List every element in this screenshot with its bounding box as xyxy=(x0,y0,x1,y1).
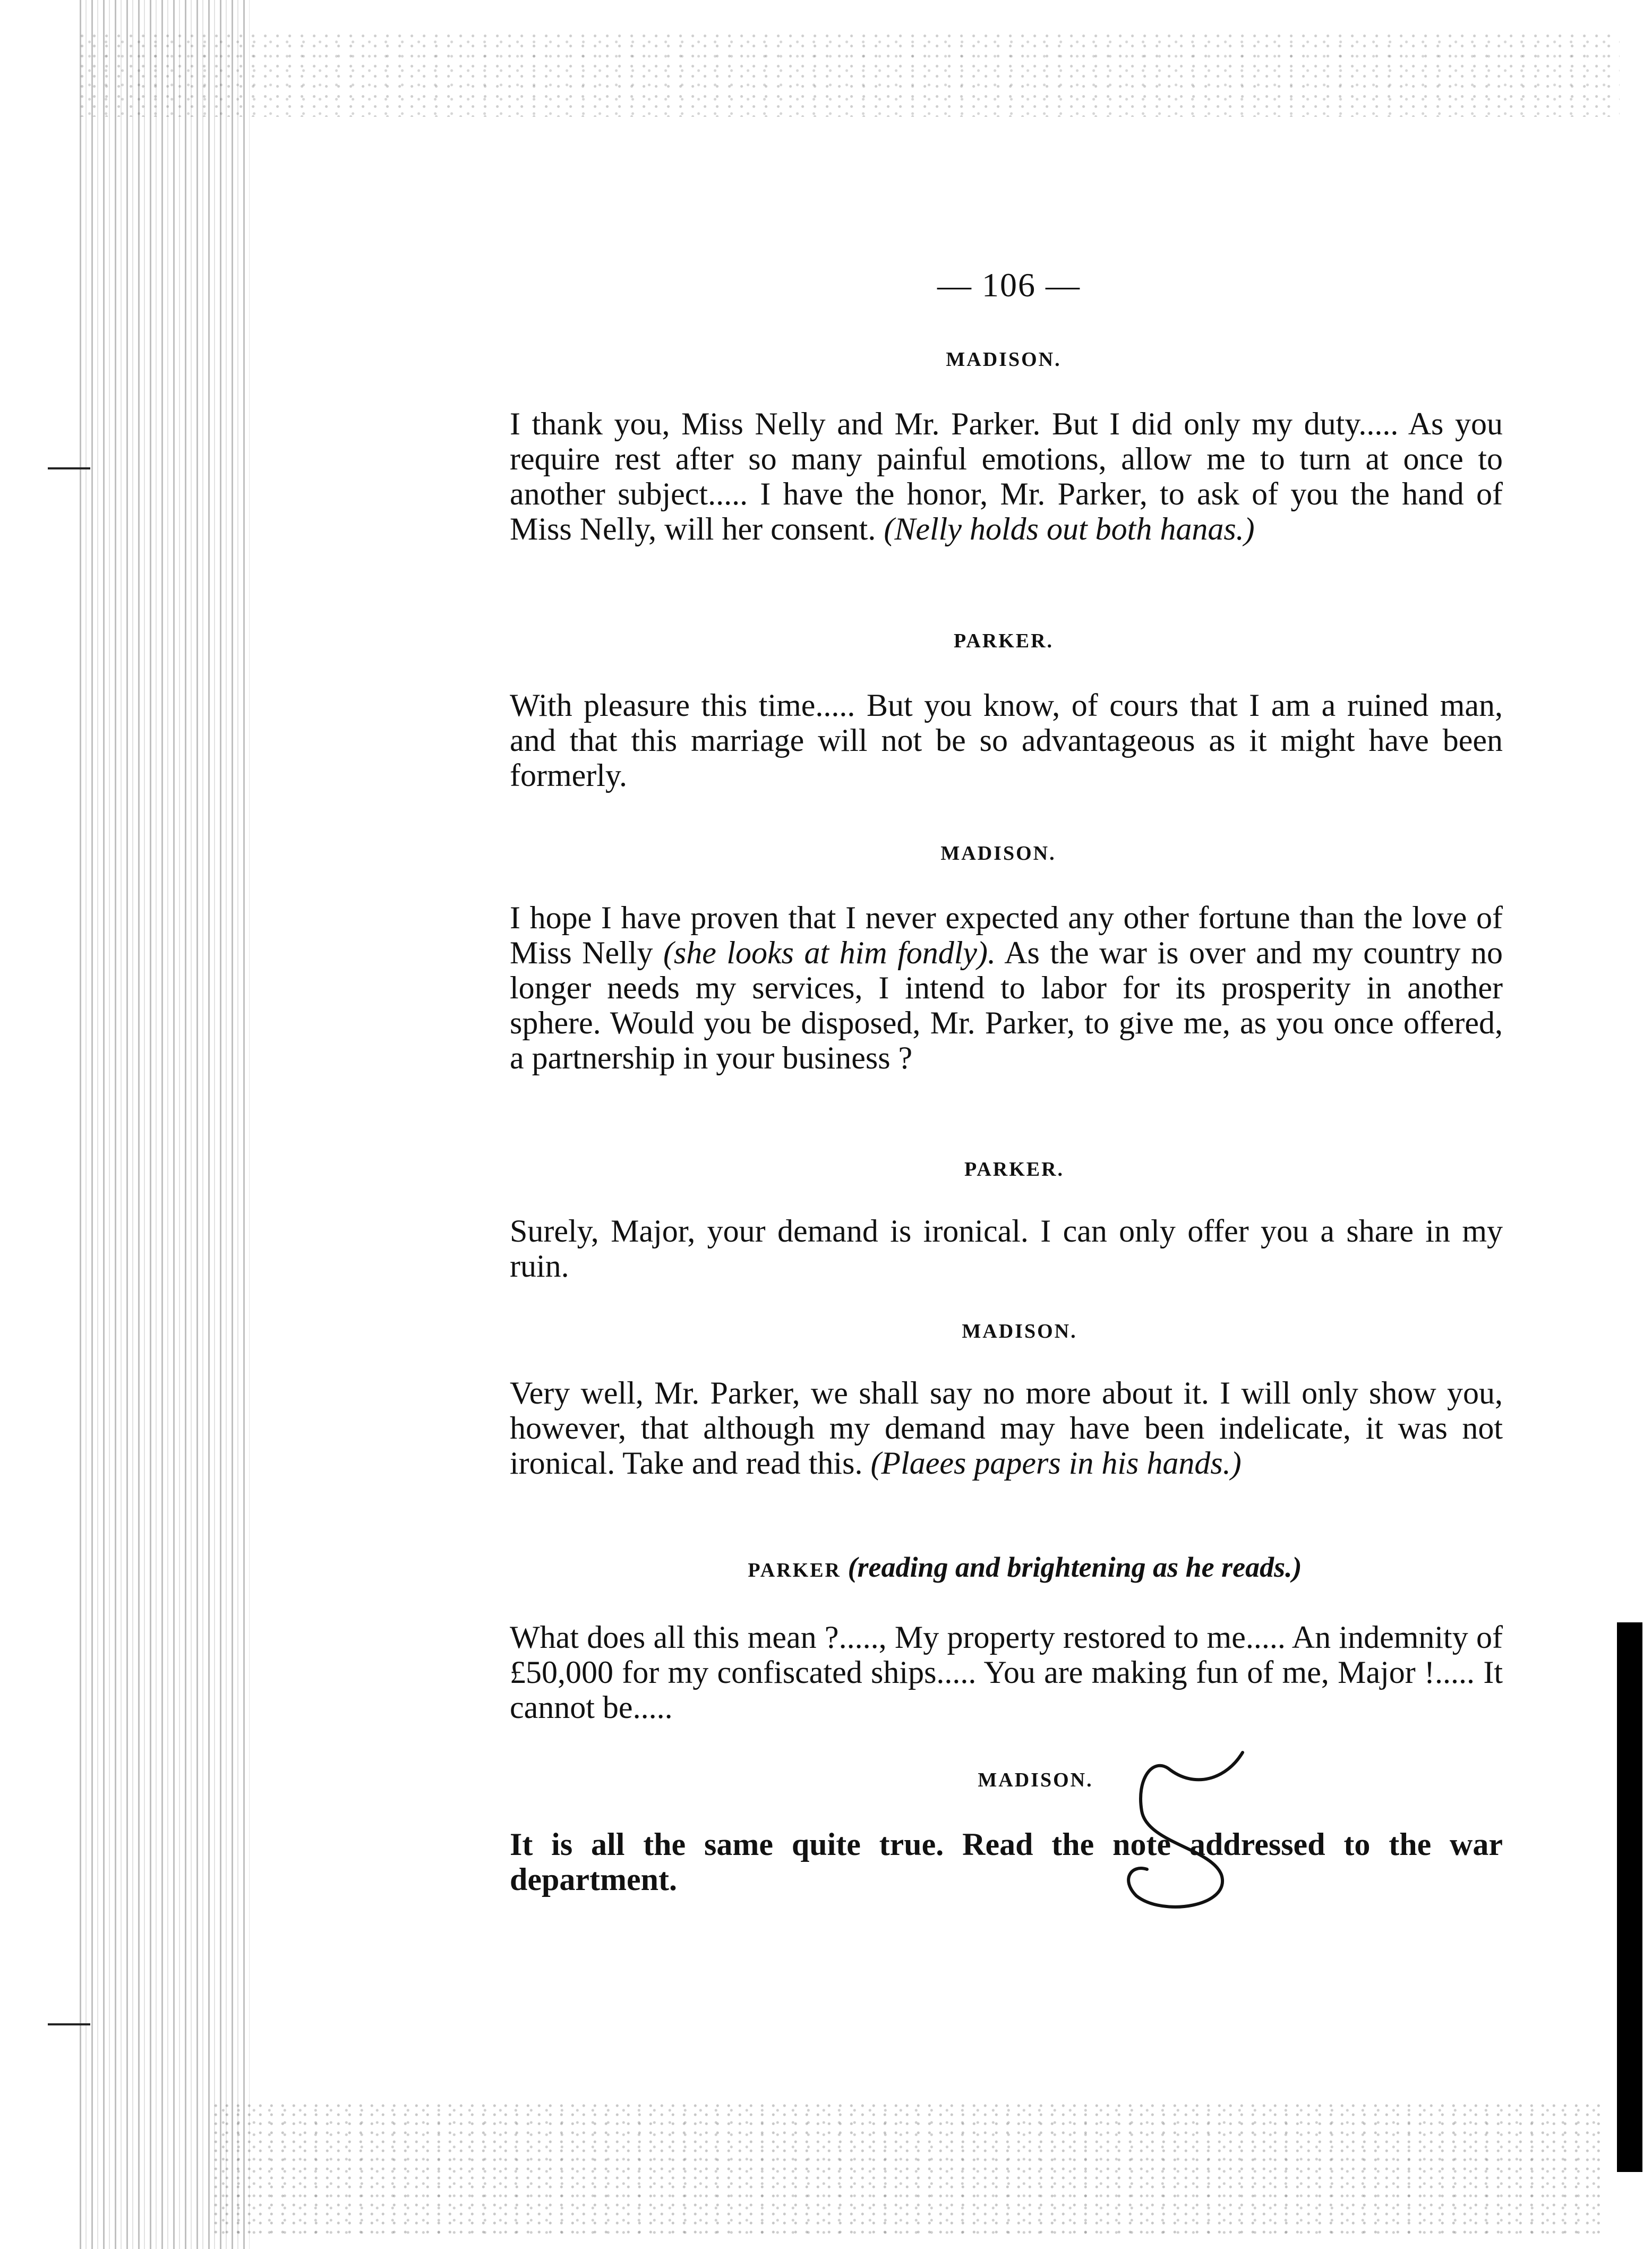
speaker-label xyxy=(574,1551,1476,1584)
speaker-label: PARKER. xyxy=(964,1158,1065,1181)
dialogue-text: What does all this mean ?....., My property restored to me..... An indemnity of £50,000 for my confiscated ships..... You are making fun of me, Major !..... It cannot be..... xyxy=(510,1620,1503,1725)
dialogue-text: As the war is over and my country no longer needs my services, I intend to labor for its prosperity in another sphere. Would you be disposed, Mr. Parker, to give me, as you once offered, a partnership in your business ? xyxy=(510,935,1503,1075)
speaker-label: MADISON. xyxy=(946,348,1062,371)
dialogue-paragraph xyxy=(510,1375,1503,1481)
dialogue-text: Surely, Major, your demand is ironical. I can only offer you a share in my ruin. xyxy=(510,1213,1503,1284)
dialogue-paragraph xyxy=(510,1213,1503,1284)
dialogue-text: It is all the same quite true. Read the note addressed to the war department. xyxy=(510,1827,1503,1897)
speaker-label: MADISON. xyxy=(940,842,1056,865)
dialogue-text: With pleasure this time..... But you know, of cours that I am a ruined man, and that this marriage will not be so advantageous as it might have been formerly. xyxy=(510,688,1503,793)
dialogue-paragraph xyxy=(510,1620,1503,1725)
margin-mark xyxy=(48,467,90,469)
scan-noise-bottom xyxy=(212,2103,1604,2236)
speaker-direction: (reading and brightening as he reads.) xyxy=(848,1551,1302,1583)
speaker-label: MADISON. xyxy=(962,1320,1077,1342)
scan-edge-left xyxy=(80,0,250,2249)
dialogue-paragraph xyxy=(510,900,1503,1075)
scan-edge-bar xyxy=(1617,1622,1642,2172)
stage-direction: (Nelly holds out both hanas.) xyxy=(884,511,1255,546)
handwritten-scribble xyxy=(1105,1747,1253,1917)
scan-noise-top xyxy=(80,32,1620,117)
page-number: — 106 — xyxy=(937,266,1081,304)
dialogue-paragraph xyxy=(510,688,1503,793)
dialogue-paragraph xyxy=(510,1827,1503,1897)
speaker-label: PARKER. xyxy=(953,630,1054,652)
dialogue-text: Very well, Mr. Parker, we shall say no more about it. I will only show you, however, that although my demand may have been indelicate, it was not ironical. Take and read this. xyxy=(510,1375,1503,1481)
stage-direction: (Plaees papers in his hands.) xyxy=(870,1446,1242,1481)
stage-direction: (she looks at him fondly). xyxy=(663,935,996,970)
dialogue-paragraph xyxy=(510,406,1503,546)
margin-mark xyxy=(48,2023,90,2025)
speaker-label: MADISON. xyxy=(978,1769,1093,1791)
speaker-name: PARKER xyxy=(748,1559,841,1581)
dialogue-text: I thank you, Miss Nelly and Mr. Parker. But I did only my duty..... As you require rest after so many painful emotions, allow me to turn at once to another subject..... I have the honor, Mr. Parker, to ask of you the hand of Miss Nelly, will her consent. xyxy=(510,406,1503,546)
dialogue-text: I hope I have proven that I never expected any other fortune than the love of Miss Nelly xyxy=(510,900,1503,970)
